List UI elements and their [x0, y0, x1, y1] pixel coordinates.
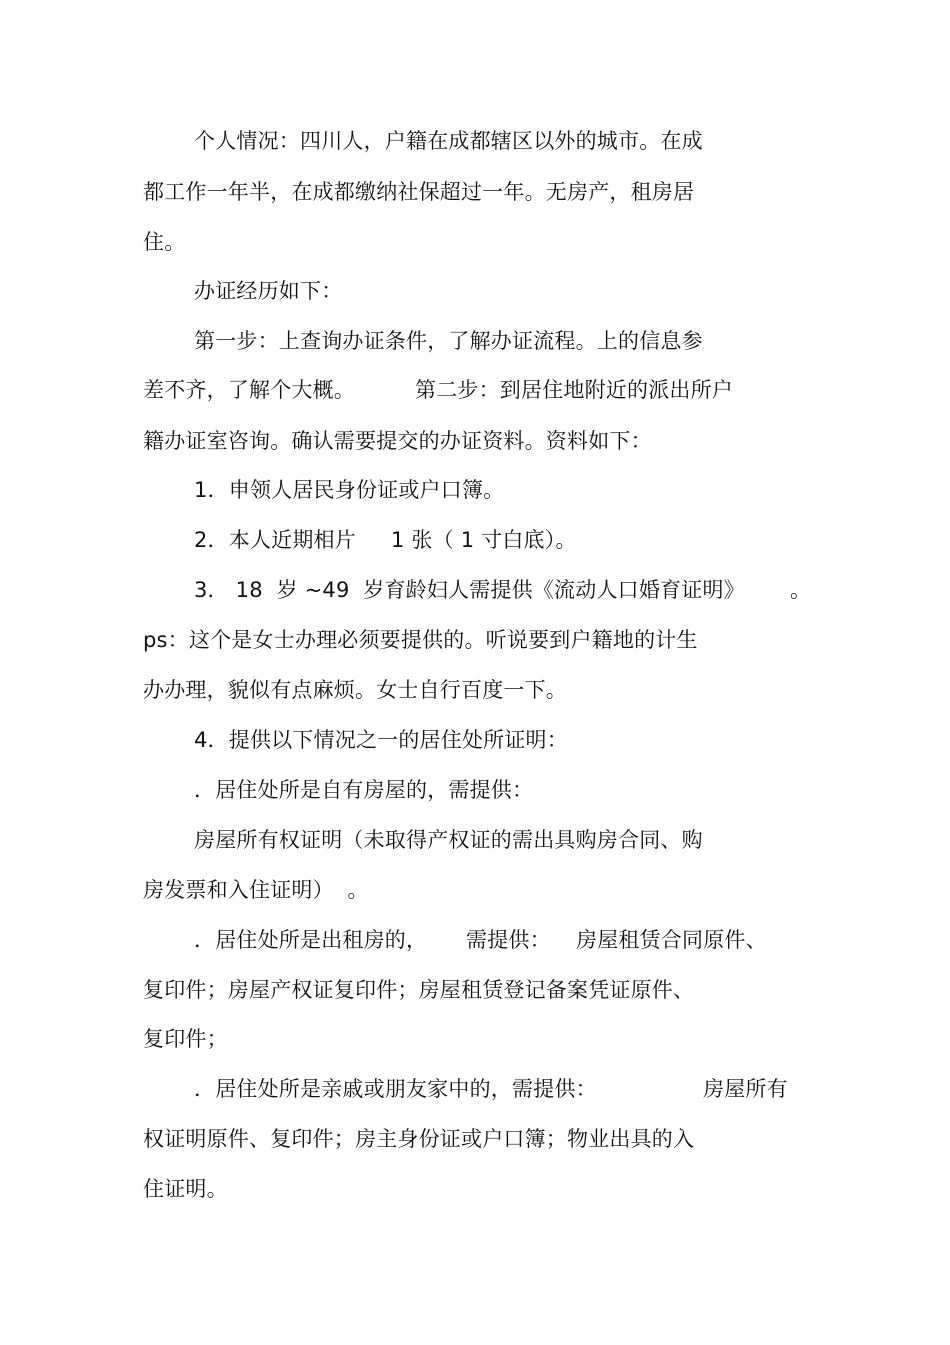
list-item: 3． 18 岁 ~49 岁育龄妇人需提供《流动人口婚育证明》 — [194, 578, 745, 602]
list-item: 需提供： — [466, 928, 551, 952]
paragraph-line: 住。 — [143, 230, 186, 254]
list-item: 4．提供以下情况之一的居住处所证明： — [194, 728, 568, 752]
paragraph-line: 第一步：上查询办证条件，了解办证流程。上的信息参 — [194, 329, 703, 353]
paragraph-line: 房发票和入住证明） 。 — [143, 878, 369, 902]
list-item: 1 张（ 1 寸白底）。 — [391, 528, 577, 552]
list-item: ．居住处所是自有房屋的，需提供： — [194, 778, 534, 802]
list-item: 房屋租赁合同原件、 — [576, 928, 767, 952]
list-item: 1．申领人居民身份证或户口簿。 — [194, 478, 505, 502]
list-item: 2．本人近期相片 — [194, 528, 356, 552]
paragraph-line: 复印件；房屋产权证复印件；房屋租赁登记备案凭证原件、 — [143, 978, 695, 1002]
paragraph-line: 住证明。 — [143, 1177, 228, 1201]
list-item: 房屋所有 — [703, 1077, 788, 1101]
paragraph-line: 办办理，貌似有点麻烦。女士自行百度一下。 — [143, 678, 567, 702]
section-heading: 办证经历如下： — [194, 279, 343, 303]
paragraph-line: 籍办证室咨询。确认需要提交的办证资料。资料如下： — [143, 429, 652, 453]
paragraph-line: 差不齐，了解个大概。 — [143, 378, 355, 402]
paragraph-line: 房屋所有权证明（未取得产权证的需出具购房合同、购 — [194, 828, 703, 852]
list-item: ．居住处所是出租房的， — [194, 928, 428, 952]
paragraph-line: 权证明原件、复印件；房主身份证或户口簿；物业出具的入 — [143, 1127, 695, 1151]
paragraph-line: 第二步：到居住地附近的派出所户 — [415, 378, 733, 402]
paragraph-line: ps：这个是女士办理必须要提供的。听说要到户籍地的计生 — [143, 628, 698, 652]
list-item: 。 — [790, 578, 812, 602]
paragraph-line: 都工作一年半，在成都缴纳社保超过一年。无房产，租房居 — [143, 180, 695, 204]
list-item: ．居住处所是亲戚或朋友家中的，需提供： — [194, 1077, 597, 1101]
paragraph-line: 复印件； — [143, 1027, 228, 1051]
paragraph-line: 个人情况：四川人，户籍在成都辖区以外的城市。在成 — [194, 129, 703, 153]
